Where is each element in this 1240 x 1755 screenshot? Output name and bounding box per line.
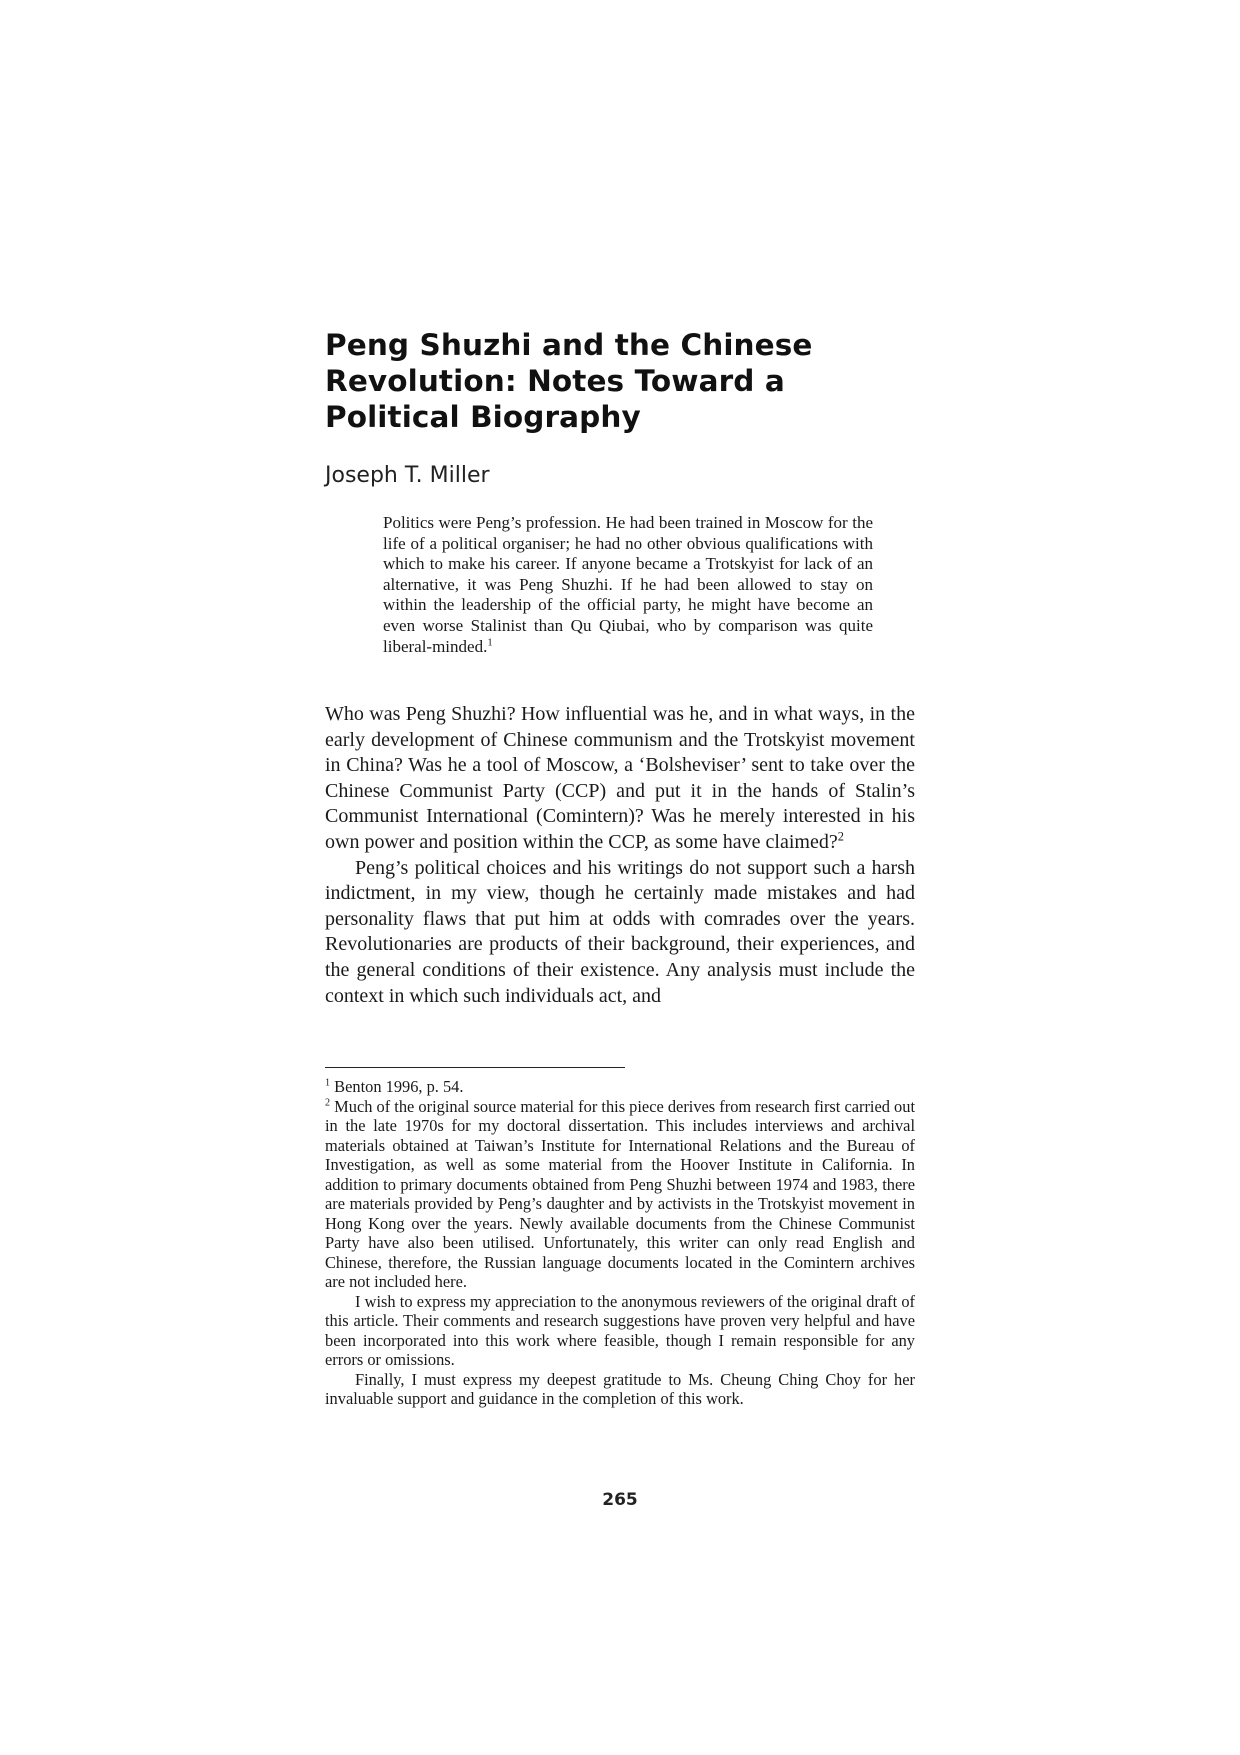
body-paragraph-text: Peng’s political choices and his writings do not support such a harsh indictment, in my view, though he certainly made mistakes and had personality flaws that put him at odds with comrades over the years. Revolutionaries are products of their background, their experiences, and the general conditions of their existence. Any analysis must include the context in which such individuals act, and bbox=[325, 856, 915, 1007]
footnote-text: Benton 1996, p. 54. bbox=[330, 1077, 464, 1096]
footnote-reference-1: 1 bbox=[487, 636, 493, 648]
epigraph-text: Politics were Peng’s profession. He had been trained in Moscow for the life of a political organiser; he had no other obvious qualifications with which to make his career. If anyone became a Trotskyist for lack of an alternative, it was Peng Shuzhi. If he had been allowed to stay on within the leadership of the official party, he might have become an even worse Stalinist than Qu Qiubai, who by comparison was quite liberal-minded. bbox=[383, 513, 873, 656]
footnote-marker: 2 bbox=[325, 1097, 331, 1109]
page-number: 265 bbox=[602, 1490, 638, 1510]
footnote-1 bbox=[325, 1077, 915, 1097]
footnotes-section bbox=[325, 1077, 915, 1409]
document-page bbox=[325, 0, 915, 1755]
article-author: Joseph T. Miller bbox=[325, 463, 490, 488]
footnote-text: Much of the original source material for this piece derives from research first carried out in the late 1970s for my doctoral dissertation. This includes interviews and archival materials obtained at Taiwan’s Institute for International Relations and the Bureau of Investigation, as well as some material from the Hoover Institute in California. In addition to primary documents obtained from Peng Shuzhi between 1974 and 1983, there are materials provided by Peng’s daughter and by activists in the Trotskyist movement in Hong Kong over the years. Newly available documents from the Chinese Communist Party have also been utilised. Unfortunately, this writer can only read English and Chinese, therefore, the Russian language documents located in the Comintern archives are not included here. bbox=[325, 1096, 915, 1291]
epigraph-quote bbox=[383, 513, 873, 657]
footnote-2-continuation: I wish to express my appreciation to the anonymous reviewers of the original draft of this article. Their comments and research suggestions have proven very helpful and have been incorporated into this work where feasible, though I remain responsible for any errors or omissions. bbox=[325, 1291, 915, 1369]
article-title bbox=[325, 327, 925, 435]
footnote-2 bbox=[325, 1097, 915, 1292]
body-paragraph-text: Who was Peng Shuzhi? How influential was he, and in what ways, in the early development of Chinese communism and the Trotskyist movement in China? Was he a tool of Moscow, a ‘Bolsheviser’ sent to take over the Chinese Communist Party (CCP) and put it in the hands of Stalin’s Communist International (Comintern)? Was he merely interested in his own power and position within the CCP, as some have claimed? bbox=[325, 703, 915, 853]
footnote-divider bbox=[325, 1067, 625, 1068]
title-line: Political Biography bbox=[325, 400, 641, 434]
footnote-2-continuation: Finally, I must express my deepest gratitude to Ms. Cheung Ching Choy for her invaluable support and guidance in the completion of this work. bbox=[325, 1369, 915, 1408]
footnote-marker: 1 bbox=[325, 1077, 331, 1089]
body-paragraph bbox=[325, 856, 915, 1010]
body-paragraph bbox=[325, 702, 915, 856]
title-line: Revolution: Notes Toward a bbox=[325, 364, 785, 398]
title-line: Peng Shuzhi and the Chinese bbox=[325, 328, 813, 362]
footnote-reference-2: 2 bbox=[837, 829, 844, 844]
body-text bbox=[325, 702, 915, 1009]
